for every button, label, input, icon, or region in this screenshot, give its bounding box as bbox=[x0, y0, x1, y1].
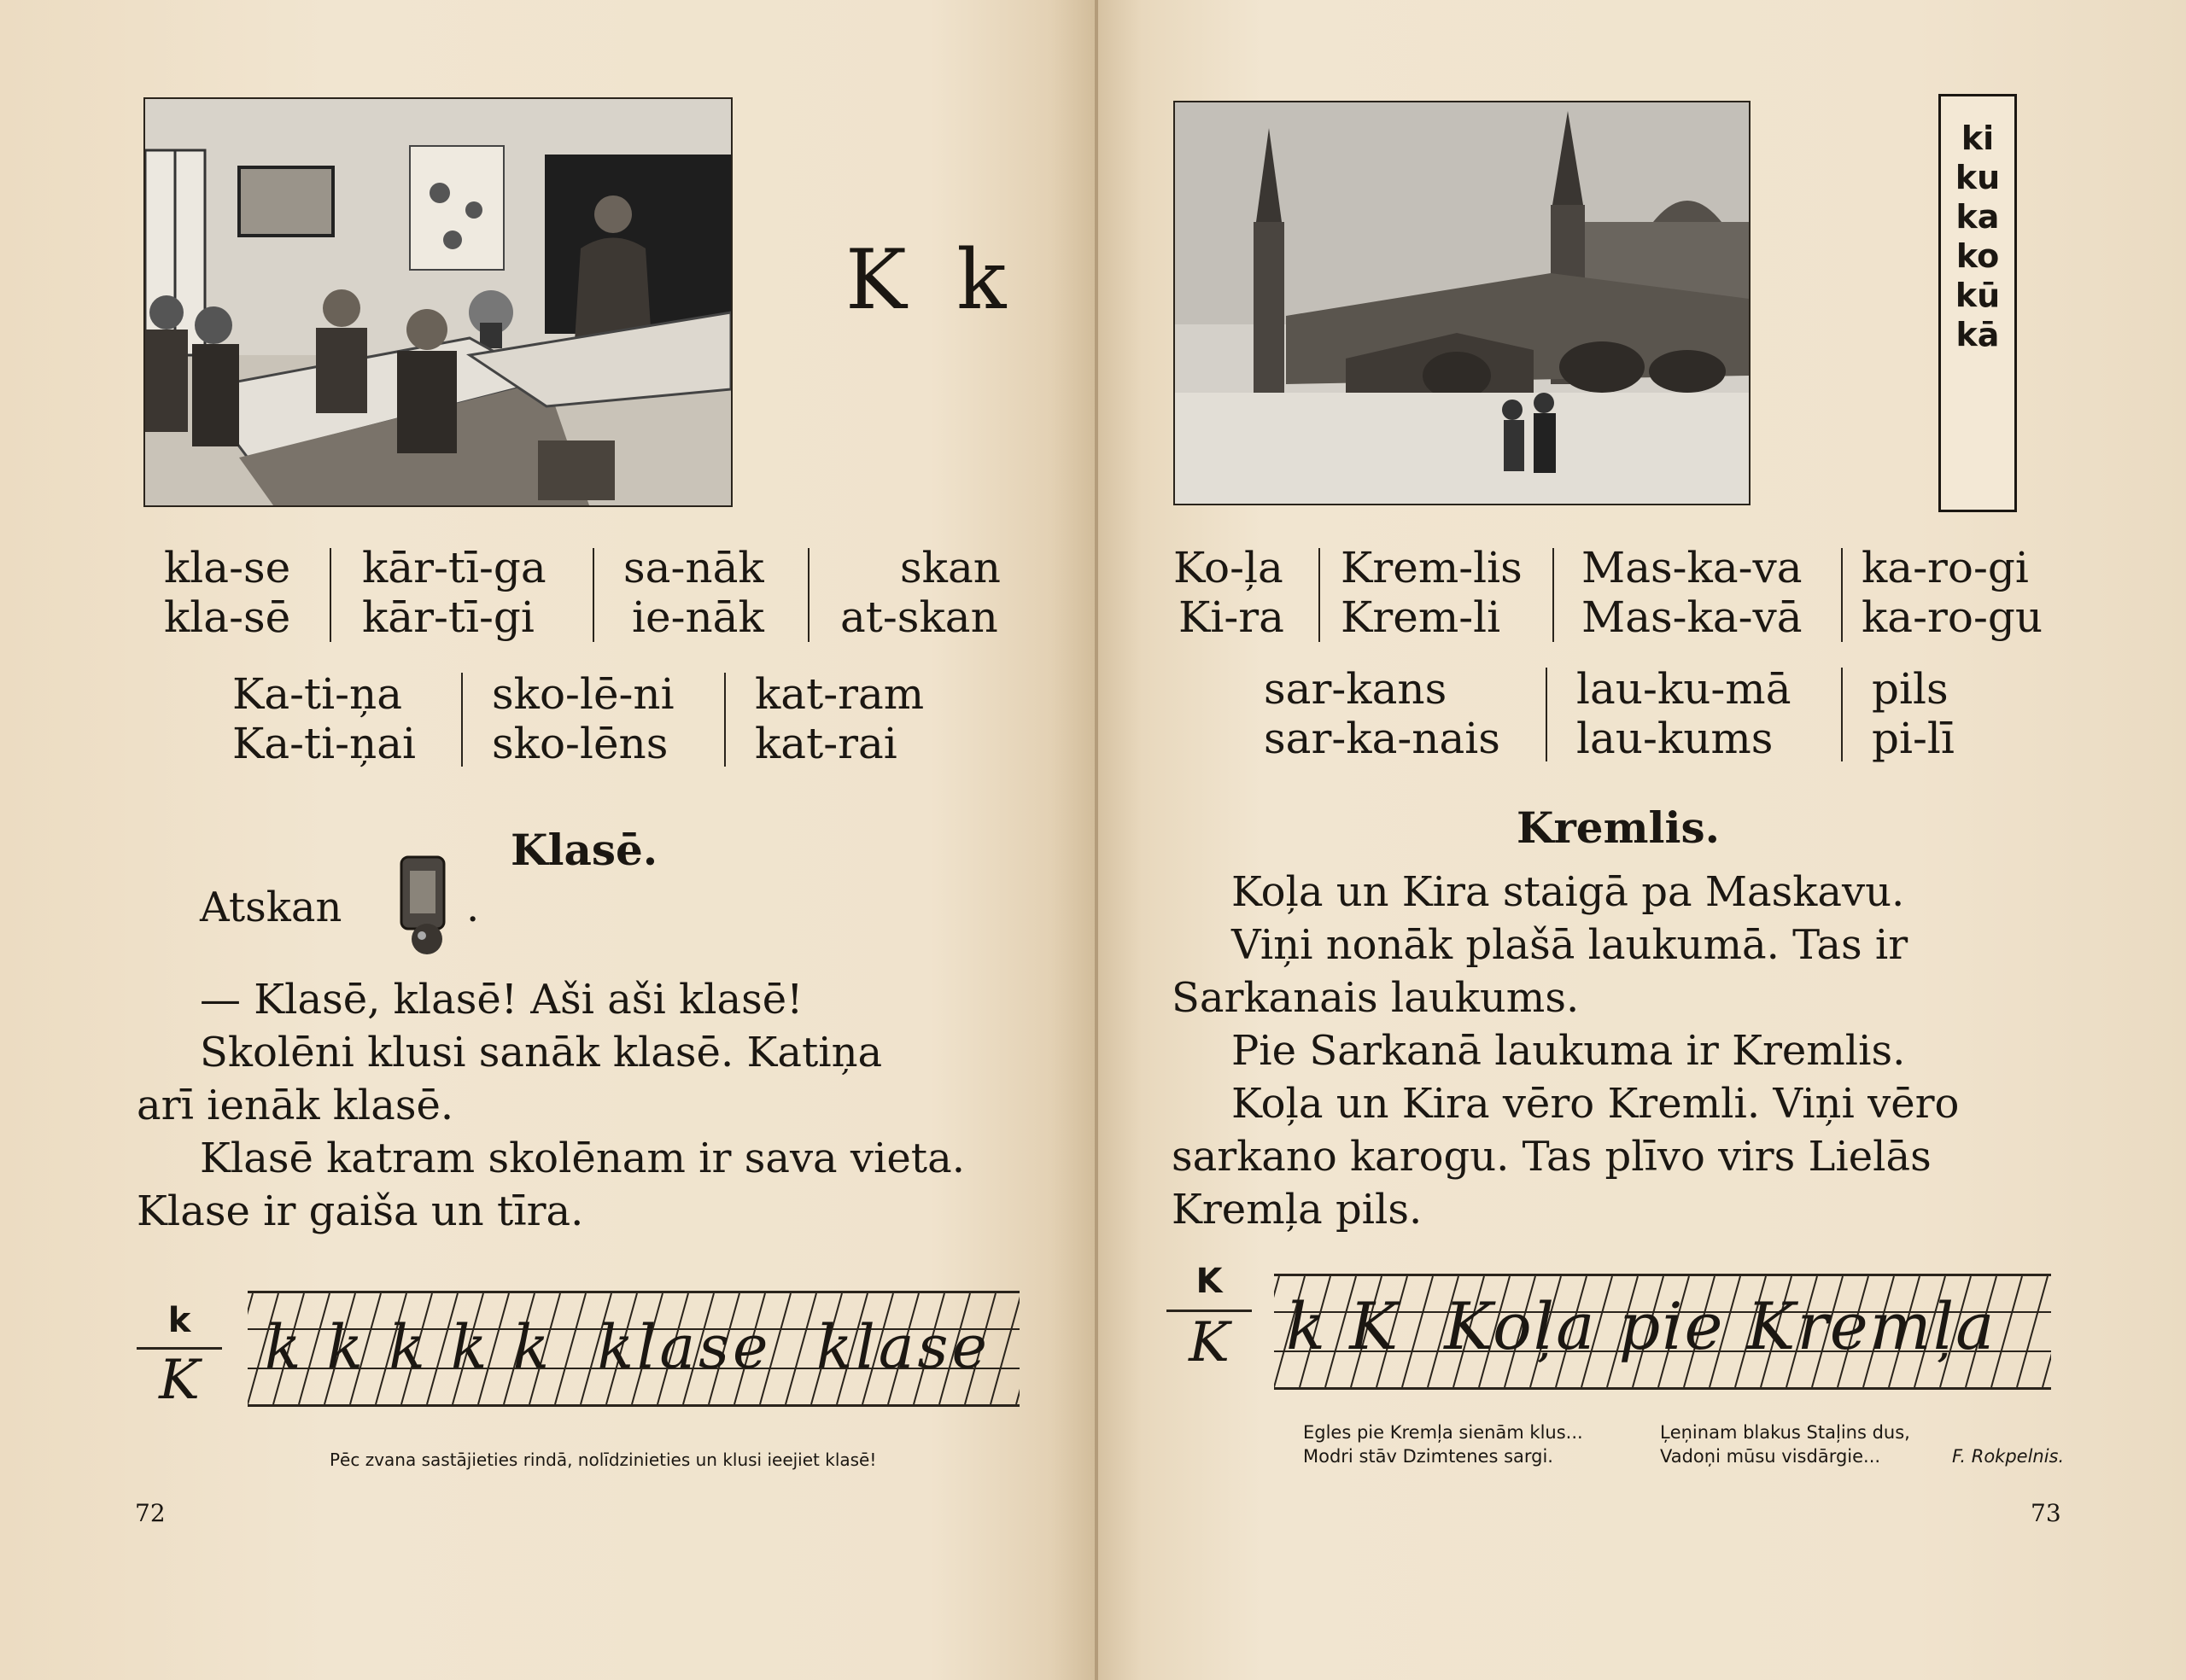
column-divider bbox=[330, 548, 331, 642]
syllable-cell: kār-tī-gi bbox=[362, 592, 535, 642]
text-line: Klasē katram skolēnam ir sava vieta. bbox=[200, 1135, 965, 1182]
syllable-cell: sar-kans bbox=[1264, 664, 1447, 714]
text-line: Pie Sarkanā laukuma ir Kremlis. bbox=[1231, 1027, 1906, 1075]
letter-sample-lower: k bbox=[167, 1301, 191, 1340]
syllable-cell: kat-ram bbox=[755, 669, 925, 719]
syllable-cell: sa-nāk bbox=[623, 543, 764, 592]
syllable-cell: pils bbox=[1872, 664, 1949, 714]
box-syllable: ko bbox=[1955, 237, 2000, 275]
syllable-cell: Mas-ka-vā bbox=[1581, 592, 1803, 642]
kremlin-illustration bbox=[1173, 101, 1751, 505]
column-divider bbox=[1546, 668, 1547, 761]
box-syllable: kā bbox=[1955, 316, 2000, 353]
text-line: Viņi nonāk plašā laukumā. Tas ir bbox=[1231, 921, 1908, 969]
right-page bbox=[1098, 0, 2186, 1680]
poem-line: Modri stāv Dzimtenes sargi. bbox=[1303, 1446, 1553, 1467]
column-divider bbox=[808, 548, 810, 642]
column-divider bbox=[1318, 548, 1320, 642]
text-line: Kremļa pils. bbox=[1172, 1186, 1423, 1234]
big-letter-k: K k bbox=[845, 232, 1019, 328]
syllable-cell: Mas-ka-va bbox=[1581, 543, 1803, 592]
syllable-cell: Ka-ti-ņai bbox=[232, 719, 417, 768]
column-divider bbox=[1552, 548, 1554, 642]
text-line: Koļa un Kira vēro Kremli. Viņi vēro bbox=[1231, 1080, 1960, 1128]
syllable-cell: ie-nāk bbox=[632, 592, 764, 642]
syllable-cell: sko-lēns bbox=[492, 719, 669, 768]
text-line: Skolēni klusi sanāk klasē. Katiņa bbox=[200, 1029, 883, 1076]
poem-line: Vadoņi mūsu visdārgie... bbox=[1660, 1446, 1881, 1467]
text-line: sarkano karogu. Tas plīvo virs Lielās bbox=[1172, 1133, 1932, 1181]
letter-sample-script: K bbox=[1189, 1311, 1230, 1374]
syllable-cell: ka-ro-gi bbox=[1862, 543, 2029, 592]
column-divider bbox=[461, 673, 463, 767]
page-number: 73 bbox=[2031, 1499, 2061, 1527]
box-syllable: kū bbox=[1955, 277, 2001, 314]
poem-line: Ļeņinam blakus Staļins dus, bbox=[1660, 1422, 1910, 1443]
text-line: Koļa un Kira staigā pa Maskavu. bbox=[1231, 868, 1905, 916]
syllable-cell: at-skan bbox=[840, 592, 998, 642]
poem-author: F. Rokpelnis. bbox=[1952, 1446, 2065, 1467]
syllable-cell: Ka-ti-ņa bbox=[232, 669, 403, 719]
syllable-cell: kla-sē bbox=[164, 592, 291, 642]
text-line: . bbox=[466, 884, 480, 931]
syllable-cell: Krem-li bbox=[1341, 592, 1501, 642]
syllable-cell: sar-ka-nais bbox=[1264, 714, 1500, 763]
syllable-cell: kat-rai bbox=[755, 719, 897, 768]
caption: Pēc zvana sastājieties rindā, nolīdzinieties un klusi ieejiet klasē! bbox=[330, 1450, 877, 1470]
letter-sample-upper: K bbox=[1195, 1262, 1223, 1301]
text-line: — Klasē, klasē! Aši aši klasē! bbox=[200, 976, 804, 1024]
handwriting-sample: k k k k k klase klase bbox=[265, 1312, 991, 1382]
column-divider bbox=[724, 673, 726, 767]
bell-icon bbox=[393, 854, 470, 958]
syllable-cell: lau-ku-mā bbox=[1576, 664, 1791, 714]
lesson-title: Klasē. bbox=[511, 825, 658, 875]
syllable-cell: pi-lī bbox=[1872, 714, 1955, 763]
poem-line: Egles pie Kremļa sienām klus... bbox=[1303, 1422, 1583, 1443]
syllable-cell: Ki-ra bbox=[1178, 592, 1284, 642]
letter-sample-script: K bbox=[159, 1349, 200, 1412]
page-number: 72 bbox=[135, 1499, 166, 1527]
syllable-cell: kla-se bbox=[164, 543, 291, 592]
syllable-cell: Krem-lis bbox=[1341, 543, 1523, 592]
text-line: Klase ir gaiša un tīra. bbox=[137, 1187, 584, 1235]
syllable-cell: ka-ro-gu bbox=[1862, 592, 2043, 642]
handwriting-practice-lines bbox=[248, 1291, 1020, 1407]
syllable-cell: sko-lē-ni bbox=[492, 669, 675, 719]
text-line: Sarkanais laukums. bbox=[1172, 974, 1580, 1022]
column-divider bbox=[1841, 548, 1843, 642]
column-divider bbox=[593, 548, 594, 642]
handwriting-sample: k K Koļa pie Kremļa bbox=[1286, 1288, 1996, 1364]
lesson-title: Kremlis. bbox=[1517, 802, 1721, 853]
box-syllable: ku bbox=[1955, 159, 2001, 196]
text-line: Atskan bbox=[200, 884, 342, 931]
syllable-box bbox=[1938, 94, 2017, 512]
syllable-cell: kār-tī-ga bbox=[362, 543, 546, 592]
column-divider bbox=[1841, 668, 1843, 761]
syllable-cell: skan bbox=[900, 543, 1001, 592]
syllable-cell: Ko-ļa bbox=[1173, 543, 1283, 592]
handwriting-practice-lines bbox=[1274, 1274, 2051, 1390]
box-syllable: ka bbox=[1955, 198, 2000, 236]
box-syllable: ki bbox=[1961, 120, 1995, 157]
classroom-illustration bbox=[143, 97, 733, 507]
syllable-cell: lau-kums bbox=[1576, 714, 1774, 763]
text-line: arī ienāk klasē. bbox=[137, 1082, 454, 1129]
